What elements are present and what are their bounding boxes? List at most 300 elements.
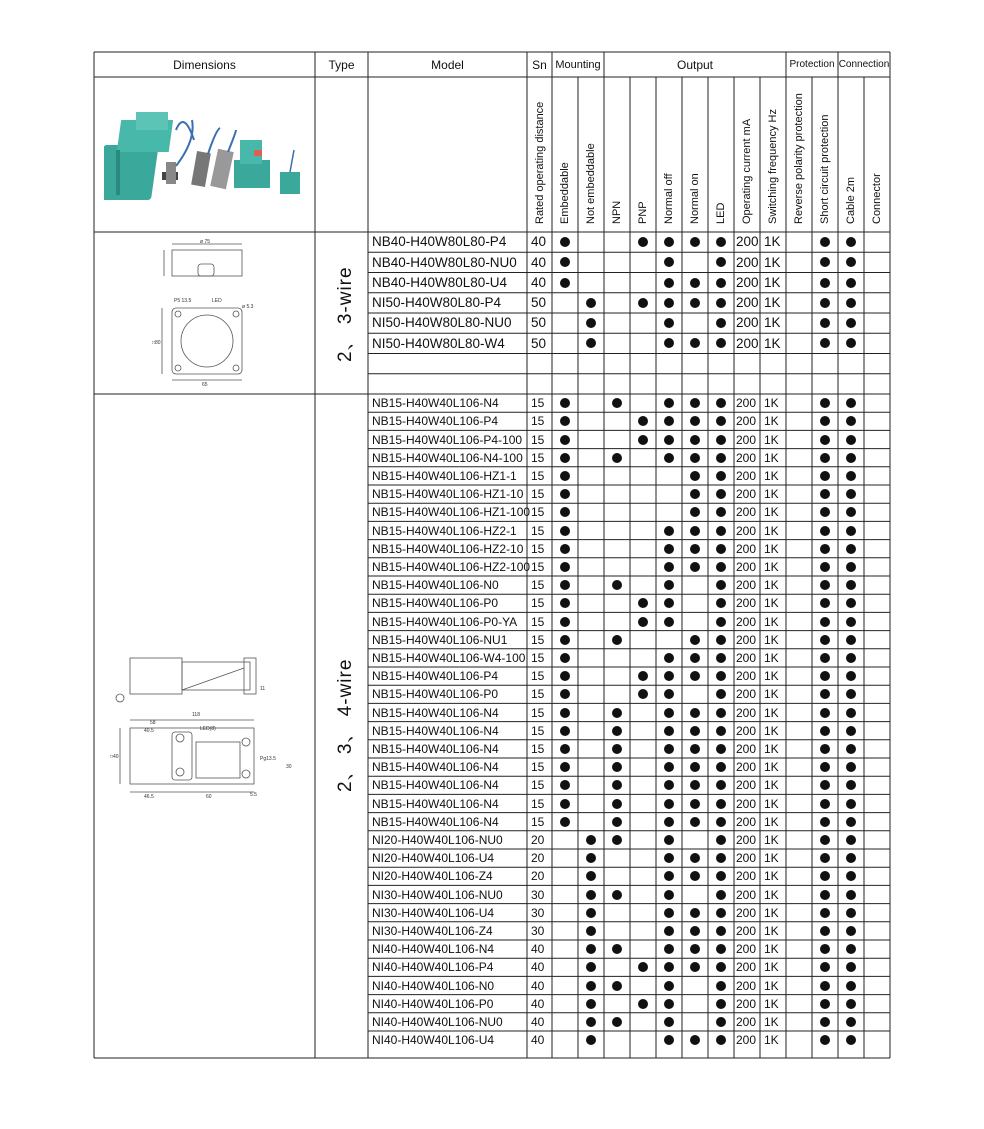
subheader-label: Rated operating distance bbox=[533, 101, 546, 224]
subheader-label: Short circuit protection bbox=[819, 114, 831, 224]
type-label-group-1: 2、 3-wire bbox=[335, 266, 356, 362]
frequency-cell: 1K bbox=[764, 523, 779, 538]
model-cell: NB40-H40W80L80-P4 bbox=[372, 234, 507, 250]
normal-off-dot bbox=[664, 617, 674, 627]
npn-dot bbox=[612, 726, 622, 736]
short-circuit-dot bbox=[846, 544, 856, 554]
led-dot bbox=[716, 999, 726, 1009]
subheader-label: Switching frequency Hz bbox=[767, 109, 779, 224]
current-cell: 200 bbox=[736, 723, 757, 738]
current-cell: 200 bbox=[736, 487, 757, 502]
sn-cell: 15 bbox=[531, 432, 545, 447]
short-circuit-dot bbox=[846, 653, 856, 663]
frequency-cell: 1K bbox=[764, 778, 779, 793]
frequency-cell: 1K bbox=[764, 923, 779, 938]
reverse-polarity-dot bbox=[820, 298, 830, 308]
embeddable-dot bbox=[560, 453, 570, 463]
reverse-polarity-dot bbox=[820, 453, 830, 463]
short-circuit-dot bbox=[846, 926, 856, 936]
model-cell: NB15-H40W40L106-N0 bbox=[372, 578, 499, 593]
sn-cell: 15 bbox=[531, 669, 545, 684]
current-cell: 200 bbox=[736, 614, 757, 629]
header-mounting: Mounting bbox=[555, 58, 601, 71]
led-dot bbox=[716, 435, 726, 445]
model-cell: NI40-H40W40L106-NU0 bbox=[372, 1014, 503, 1029]
frequency-cell: 1K bbox=[764, 632, 779, 647]
led-dot bbox=[716, 471, 726, 481]
model-cell: NB15-H40W40L106-W4-100 bbox=[372, 650, 526, 665]
dim-label: 5.5 bbox=[250, 792, 257, 798]
short-circuit-dot bbox=[846, 799, 856, 809]
frequency-cell: 1K bbox=[764, 942, 779, 957]
frequency-cell: 1K bbox=[764, 274, 781, 290]
frequency-cell: 1K bbox=[764, 396, 779, 411]
normal-on-dot bbox=[690, 817, 700, 827]
frequency-cell: 1K bbox=[764, 578, 779, 593]
current-cell: 200 bbox=[736, 905, 757, 920]
current-cell: 200 bbox=[736, 335, 759, 351]
short-circuit-dot bbox=[846, 835, 856, 845]
dim-label: 65 bbox=[202, 382, 208, 386]
frequency-cell: 1K bbox=[764, 887, 779, 902]
current-cell: 200 bbox=[736, 254, 759, 270]
current-cell: 200 bbox=[736, 432, 757, 447]
normal-on-dot bbox=[690, 435, 700, 445]
dim-label: Pg13.5 bbox=[260, 756, 276, 762]
normal-on-dot bbox=[690, 799, 700, 809]
reverse-polarity-dot bbox=[820, 890, 830, 900]
normal-off-dot bbox=[664, 453, 674, 463]
header-model: Model bbox=[431, 57, 464, 72]
subheader-label: Normal on bbox=[689, 173, 701, 224]
reverse-polarity-dot bbox=[820, 835, 830, 845]
reverse-polarity-dot bbox=[820, 278, 830, 288]
model-cell: NB40-H40W80L80-U4 bbox=[372, 274, 508, 290]
sn-cell: 15 bbox=[531, 414, 545, 429]
header-type: Type bbox=[328, 57, 355, 72]
not-embeddable-dot bbox=[586, 835, 596, 845]
not-embeddable-dot bbox=[586, 999, 596, 1009]
led-dot bbox=[716, 653, 726, 663]
normal-on-dot bbox=[690, 278, 700, 288]
header-dimensions: Dimensions bbox=[173, 57, 236, 72]
model-cell: NI50-H40W80L80-W4 bbox=[372, 335, 505, 351]
subheader-label: Operating current mA bbox=[741, 118, 753, 224]
npn-dot bbox=[612, 744, 622, 754]
reverse-polarity-dot bbox=[820, 562, 830, 572]
normal-on-dot bbox=[690, 726, 700, 736]
embeddable-dot bbox=[560, 544, 570, 554]
normal-on-dot bbox=[690, 544, 700, 554]
normal-on-dot bbox=[690, 526, 700, 536]
current-cell: 200 bbox=[736, 1033, 757, 1048]
current-cell: 200 bbox=[736, 832, 757, 847]
embeddable-dot bbox=[560, 817, 570, 827]
short-circuit-dot bbox=[846, 471, 856, 481]
normal-off-dot bbox=[664, 278, 674, 288]
embeddable-dot bbox=[560, 744, 570, 754]
dim-label: 40.5 bbox=[144, 728, 154, 734]
sn-cell: 40 bbox=[531, 274, 547, 290]
frequency-cell: 1K bbox=[764, 960, 779, 975]
reverse-polarity-dot bbox=[820, 744, 830, 754]
current-cell: 200 bbox=[736, 942, 757, 957]
frequency-cell: 1K bbox=[764, 741, 779, 756]
reverse-polarity-dot bbox=[820, 1017, 830, 1027]
normal-off-dot bbox=[664, 726, 674, 736]
led-dot bbox=[716, 908, 726, 918]
current-cell: 200 bbox=[736, 596, 757, 611]
model-cell: NB15-H40W40L106-N4 bbox=[372, 760, 499, 775]
not-embeddable-dot bbox=[586, 981, 596, 991]
model-cell: NB15-H40W40L106-N4 bbox=[372, 814, 499, 829]
sn-cell: 40 bbox=[531, 254, 547, 270]
normal-off-dot bbox=[664, 890, 674, 900]
current-cell: 200 bbox=[736, 315, 759, 331]
header-protection: Protection bbox=[789, 59, 835, 70]
model-cell: NB15-H40W40L106-P4 bbox=[372, 669, 499, 684]
sn-cell: 50 bbox=[531, 295, 547, 311]
frequency-cell: 1K bbox=[764, 254, 781, 270]
led-dot bbox=[716, 298, 726, 308]
normal-off-dot bbox=[664, 653, 674, 663]
frequency-cell: 1K bbox=[764, 432, 779, 447]
normal-on-dot bbox=[690, 908, 700, 918]
dim-label: 58 bbox=[150, 720, 156, 726]
subheader-label: Connector bbox=[871, 173, 883, 224]
reverse-polarity-dot bbox=[820, 617, 830, 627]
model-cell: NI40-H40W40L106-P0 bbox=[372, 996, 494, 1011]
subheader-label: Reverse polarity protection bbox=[793, 93, 805, 224]
npn-dot bbox=[612, 817, 622, 827]
led-dot bbox=[716, 562, 726, 572]
model-cell: NI30-H40W40L106-NU0 bbox=[372, 887, 503, 902]
current-cell: 200 bbox=[736, 869, 757, 884]
sn-cell: 15 bbox=[531, 723, 545, 738]
product-photo bbox=[104, 100, 304, 210]
dim-label: 11 bbox=[260, 686, 266, 692]
short-circuit-dot bbox=[846, 708, 856, 718]
frequency-cell: 1K bbox=[764, 315, 781, 331]
led-dot bbox=[716, 453, 726, 463]
model-cell: NB15-H40W40L106-P0 bbox=[372, 596, 499, 611]
sn-cell: 40 bbox=[531, 978, 545, 993]
frequency-cell: 1K bbox=[764, 487, 779, 502]
normal-off-dot bbox=[664, 999, 674, 1009]
current-cell: 200 bbox=[736, 996, 757, 1011]
current-cell: 200 bbox=[736, 796, 757, 811]
pnp-dot bbox=[638, 617, 648, 627]
sn-cell: 15 bbox=[531, 559, 545, 574]
dimension-drawing-1 bbox=[150, 236, 260, 386]
dimension-drawing-2 bbox=[110, 650, 300, 800]
sn-cell: 15 bbox=[531, 741, 545, 756]
current-cell: 200 bbox=[736, 234, 759, 250]
normal-on-dot bbox=[690, 635, 700, 645]
reverse-polarity-dot bbox=[820, 435, 830, 445]
subheader-label: PNP bbox=[637, 201, 649, 224]
dim-label: ø 75 bbox=[200, 239, 211, 245]
reverse-polarity-dot bbox=[820, 817, 830, 827]
short-circuit-dot bbox=[846, 617, 856, 627]
frequency-cell: 1K bbox=[764, 814, 779, 829]
npn-dot bbox=[612, 981, 622, 991]
frequency-cell: 1K bbox=[764, 687, 779, 702]
model-cell: NB40-H40W80L80-NU0 bbox=[372, 254, 517, 270]
current-cell: 200 bbox=[736, 468, 757, 483]
frequency-cell: 1K bbox=[764, 905, 779, 920]
short-circuit-dot bbox=[846, 526, 856, 536]
led-dot bbox=[716, 526, 726, 536]
normal-on-dot bbox=[690, 298, 700, 308]
header-sn: Sn bbox=[532, 57, 547, 72]
frequency-cell: 1K bbox=[764, 335, 781, 351]
sn-cell: 15 bbox=[531, 578, 545, 593]
current-cell: 200 bbox=[736, 578, 757, 593]
subheader-label: Normal off bbox=[663, 173, 675, 224]
frequency-cell: 1K bbox=[764, 669, 779, 684]
embeddable-dot bbox=[560, 435, 570, 445]
npn-dot bbox=[612, 835, 622, 845]
led-dot bbox=[716, 635, 726, 645]
model-cell: NI40-H40W40L106-N4 bbox=[372, 942, 495, 957]
subheader-label: Embeddable bbox=[559, 162, 571, 224]
pnp-dot bbox=[638, 999, 648, 1009]
sn-cell: 40 bbox=[531, 1014, 545, 1029]
sn-cell: 30 bbox=[531, 905, 545, 920]
normal-on-dot bbox=[690, 653, 700, 663]
sn-cell: 15 bbox=[531, 796, 545, 811]
short-circuit-dot bbox=[846, 635, 856, 645]
sn-cell: 15 bbox=[531, 396, 545, 411]
reverse-polarity-dot bbox=[820, 708, 830, 718]
subheader-label: LED bbox=[715, 202, 727, 224]
led-dot bbox=[716, 726, 726, 736]
frequency-cell: 1K bbox=[764, 468, 779, 483]
dim-label: P5 13.5 bbox=[174, 298, 192, 304]
normal-off-dot bbox=[664, 908, 674, 918]
current-cell: 200 bbox=[736, 887, 757, 902]
model-cell: NB15-H40W40L106-HZ1-10 bbox=[372, 487, 524, 502]
normal-on-dot bbox=[690, 471, 700, 481]
sn-cell: 20 bbox=[531, 869, 545, 884]
npn-dot bbox=[612, 1017, 622, 1027]
model-cell: NB15-H40W40L106-N4 bbox=[372, 396, 499, 411]
model-cell: NB15-H40W40L106-HZ2-10 bbox=[372, 541, 524, 556]
model-cell: NI20-H40W40L106-U4 bbox=[372, 851, 495, 866]
dim-label: 30 bbox=[286, 764, 292, 770]
frequency-cell: 1K bbox=[764, 705, 779, 720]
current-cell: 200 bbox=[736, 632, 757, 647]
led-dot bbox=[716, 890, 726, 900]
model-cell: NB15-H40W40L106-P4 bbox=[372, 414, 499, 429]
npn-dot bbox=[612, 708, 622, 718]
embeddable-dot bbox=[560, 526, 570, 536]
model-cell: NB15-H40W40L106-HZ1-100 bbox=[372, 505, 531, 520]
normal-off-dot bbox=[664, 835, 674, 845]
npn-dot bbox=[612, 635, 622, 645]
embeddable-dot bbox=[560, 799, 570, 809]
sn-cell: 40 bbox=[531, 234, 547, 250]
normal-off-dot bbox=[664, 298, 674, 308]
short-circuit-dot bbox=[846, 278, 856, 288]
led-dot bbox=[716, 981, 726, 991]
frequency-cell: 1K bbox=[764, 1033, 779, 1048]
frequency-cell: 1K bbox=[764, 996, 779, 1011]
sn-cell: 20 bbox=[531, 851, 545, 866]
dim-label: 118 bbox=[192, 712, 200, 718]
led-dot bbox=[716, 926, 726, 936]
normal-on-dot bbox=[690, 708, 700, 718]
model-cell: NB15-H40W40L106-P0-YA bbox=[372, 614, 518, 629]
model-cell: NB15-H40W40L106-N4-100 bbox=[372, 450, 523, 465]
current-cell: 200 bbox=[736, 760, 757, 775]
current-cell: 200 bbox=[736, 274, 759, 290]
frequency-cell: 1K bbox=[764, 541, 779, 556]
model-cell: NB15-H40W40L106-N4 bbox=[372, 723, 499, 738]
sn-cell: 15 bbox=[531, 778, 545, 793]
model-cell: NI50-H40W80L80-P4 bbox=[372, 295, 502, 311]
current-cell: 200 bbox=[736, 814, 757, 829]
embeddable-dot bbox=[560, 708, 570, 718]
current-cell: 200 bbox=[736, 960, 757, 975]
model-cell: NB15-H40W40L106-HZ2-1 bbox=[372, 523, 517, 538]
embeddable-dot bbox=[560, 278, 570, 288]
embeddable-dot bbox=[560, 562, 570, 572]
frequency-cell: 1K bbox=[764, 614, 779, 629]
current-cell: 200 bbox=[736, 1014, 757, 1029]
sn-cell: 15 bbox=[531, 650, 545, 665]
current-cell: 200 bbox=[736, 923, 757, 938]
normal-off-dot bbox=[664, 526, 674, 536]
normal-on-dot bbox=[690, 453, 700, 463]
dim-label: ø 5.3 bbox=[242, 304, 254, 310]
sn-cell: 15 bbox=[531, 814, 545, 829]
frequency-cell: 1K bbox=[764, 559, 779, 574]
frequency-cell: 1K bbox=[764, 978, 779, 993]
short-circuit-dot bbox=[846, 890, 856, 900]
current-cell: 200 bbox=[736, 705, 757, 720]
embeddable-dot bbox=[560, 726, 570, 736]
model-cell: NB15-H40W40L106-NU1 bbox=[372, 632, 508, 647]
npn-dot bbox=[612, 890, 622, 900]
normal-off-dot bbox=[664, 435, 674, 445]
subheader-label: Cable 2m bbox=[845, 176, 857, 224]
led-dot bbox=[716, 1017, 726, 1027]
normal-on-dot bbox=[690, 926, 700, 936]
frequency-cell: 1K bbox=[764, 796, 779, 811]
dim-label: LED bbox=[212, 298, 222, 304]
frequency-cell: 1K bbox=[764, 869, 779, 884]
reverse-polarity-dot bbox=[820, 908, 830, 918]
led-dot bbox=[716, 817, 726, 827]
frequency-cell: 1K bbox=[764, 596, 779, 611]
frequency-cell: 1K bbox=[764, 295, 781, 311]
header-output: Output bbox=[676, 57, 714, 72]
reverse-polarity-dot bbox=[820, 726, 830, 736]
reverse-polarity-dot bbox=[820, 544, 830, 554]
led-dot bbox=[716, 617, 726, 627]
reverse-polarity-dot bbox=[820, 471, 830, 481]
led-dot bbox=[716, 278, 726, 288]
reverse-polarity-dot bbox=[820, 926, 830, 936]
short-circuit-dot bbox=[846, 453, 856, 463]
frequency-cell: 1K bbox=[764, 851, 779, 866]
normal-off-dot bbox=[664, 1017, 674, 1027]
model-cell: NI40-H40W40L106-U4 bbox=[372, 1033, 495, 1048]
model-cell: NB15-H40W40L106-P4-100 bbox=[372, 432, 523, 447]
frequency-cell: 1K bbox=[764, 832, 779, 847]
header-connection: Connection bbox=[838, 59, 890, 70]
sn-cell: 40 bbox=[531, 1033, 545, 1048]
current-cell: 200 bbox=[736, 669, 757, 684]
short-circuit-dot bbox=[846, 908, 856, 918]
pnp-dot bbox=[638, 435, 648, 445]
sn-cell: 15 bbox=[531, 468, 545, 483]
normal-on-dot bbox=[690, 562, 700, 572]
sn-cell: 40 bbox=[531, 996, 545, 1011]
reverse-polarity-dot bbox=[820, 653, 830, 663]
dim-label: 46.5 bbox=[144, 794, 154, 800]
reverse-polarity-dot bbox=[820, 526, 830, 536]
current-cell: 200 bbox=[736, 741, 757, 756]
sn-cell: 15 bbox=[531, 450, 545, 465]
led-dot bbox=[716, 799, 726, 809]
short-circuit-dot bbox=[846, 562, 856, 572]
not-embeddable-dot bbox=[586, 298, 596, 308]
current-cell: 200 bbox=[736, 414, 757, 429]
sn-cell: 50 bbox=[531, 315, 547, 331]
sn-cell: 15 bbox=[531, 505, 545, 520]
frequency-cell: 1K bbox=[764, 650, 779, 665]
reverse-polarity-dot bbox=[820, 799, 830, 809]
subheader-label: NPN bbox=[611, 200, 623, 224]
model-cell: NI40-H40W40L106-P4 bbox=[372, 960, 494, 975]
model-cell: NI40-H40W40L106-N0 bbox=[372, 978, 495, 993]
frequency-cell: 1K bbox=[764, 1014, 779, 1029]
sn-cell: 15 bbox=[531, 687, 545, 702]
sn-cell: 30 bbox=[531, 923, 545, 938]
sn-cell: 15 bbox=[531, 614, 545, 629]
current-cell: 200 bbox=[736, 851, 757, 866]
sn-cell: 15 bbox=[531, 760, 545, 775]
current-cell: 200 bbox=[736, 450, 757, 465]
normal-off-dot bbox=[664, 744, 674, 754]
sn-cell: 15 bbox=[531, 632, 545, 647]
model-cell: NI20-H40W40L106-NU0 bbox=[372, 832, 503, 847]
short-circuit-dot bbox=[846, 744, 856, 754]
sn-cell: 50 bbox=[531, 335, 547, 351]
short-circuit-dot bbox=[846, 726, 856, 736]
sn-cell: 15 bbox=[531, 487, 545, 502]
normal-off-dot bbox=[664, 544, 674, 554]
frequency-cell: 1K bbox=[764, 760, 779, 775]
current-cell: 200 bbox=[736, 396, 757, 411]
sn-cell: 30 bbox=[531, 887, 545, 902]
embeddable-dot bbox=[560, 635, 570, 645]
dim-label: LED(8) bbox=[200, 726, 216, 732]
sn-cell: 40 bbox=[531, 942, 545, 957]
not-embeddable-dot bbox=[586, 1017, 596, 1027]
npn-dot bbox=[612, 799, 622, 809]
sn-cell: 15 bbox=[531, 596, 545, 611]
current-cell: 200 bbox=[736, 650, 757, 665]
reverse-polarity-dot bbox=[820, 999, 830, 1009]
model-cell: NB15-H40W40L106-N4 bbox=[372, 705, 499, 720]
sn-cell: 15 bbox=[531, 523, 545, 538]
current-cell: 200 bbox=[736, 523, 757, 538]
model-cell: NB15-H40W40L106-HZ1-1 bbox=[372, 468, 517, 483]
